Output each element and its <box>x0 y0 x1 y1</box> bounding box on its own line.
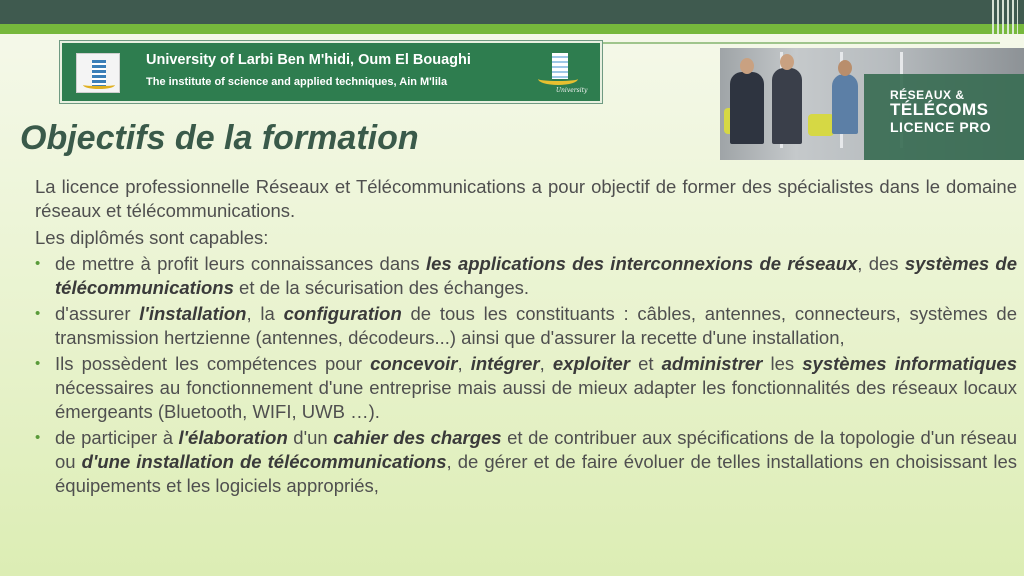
emphasis: systèmes informatiques <box>802 353 1018 374</box>
emphasis: administrer <box>661 353 763 374</box>
institute-name: The institute of science and applied techniques, Ain M'lila <box>146 76 448 88</box>
emphasis: d'une installation de télécommunications <box>81 451 447 472</box>
emphasis: configuration <box>283 303 402 324</box>
institute-logo-icon: University <box>536 49 582 97</box>
bullet-icon: • <box>35 255 41 272</box>
bullet-icon: • <box>35 305 41 322</box>
emphasis: cahier des charges <box>333 427 502 448</box>
intro-capabilities: Les diplômés sont capables: <box>35 227 269 248</box>
list-item: • de mettre à profit leurs connaissances dans les applications des interconnexions de réseaux, des systèmes de télécommunications et de la sécurisation des échanges. <box>35 253 1018 298</box>
bullet-icon: • <box>35 429 41 446</box>
emphasis: exploiter <box>552 353 630 374</box>
emphasis: systèmes de télécommunications <box>55 253 1018 298</box>
top-band <box>0 0 1024 24</box>
bullet-icon: • <box>35 355 41 372</box>
emphasis: concevoir <box>370 353 458 374</box>
list-item: • d'assurer l'installation, la configuration de tous les constituants : câbles, antennes, connecteurs, systèmes de transmission hertzienne (antennes, décodeurs...) ainsi que d'assurer la recette d'une installation, <box>35 303 1017 348</box>
meeting-photo <box>720 48 1024 160</box>
overlay-line1: RÉSEAUX & <box>890 88 965 102</box>
intro-paragraph: La licence professionnelle Réseaux et Télécommunications a pour objectif de former des spécialistes dans le domaine réseaux et télécommunications. <box>35 176 1017 221</box>
corner-stripes <box>992 0 1018 34</box>
overlay-line3: LICENCE PRO <box>890 119 992 135</box>
slide-content <box>35 175 1017 498</box>
emphasis: intégrer <box>470 353 540 374</box>
emphasis: l'élaboration <box>178 427 288 448</box>
university-logo-icon <box>76 53 120 93</box>
overlay-line2: TÉLÉCOMS <box>890 100 989 119</box>
slide-title: Objectifs de la formation <box>20 119 419 157</box>
header-rule-right <box>610 42 1000 44</box>
emphasis: l'installation <box>139 303 247 324</box>
top-accent-band <box>0 24 1024 34</box>
university-name: University of Larbi Ben M'hidi, Oum El Bouaghi <box>146 52 471 68</box>
list-item: • de participer à l'élaboration d'un cahier des charges et de contribuer aux spécifications de la topologie d'un réseau ou d'une installation de télécommunications, de gérer et de faire évoluer de telles installations en choisissant les équipements et les logiciels appropriés, <box>35 427 1018 496</box>
emphasis: les applications des interconnexions de réseaux <box>425 253 858 274</box>
objectives-list <box>35 252 1017 498</box>
university-banner <box>60 41 602 103</box>
list-item: • Ils possèdent les compétences pour concevoir, intégrer, exploiter et administrer les systèmes informatiques nécessaires au fonctionnement d'une entreprise mais aussi de mieux adapter les fonctionnalités des réseaux locaux émergeants (Bluetooth, WIFI, UWB …). <box>35 353 1018 422</box>
